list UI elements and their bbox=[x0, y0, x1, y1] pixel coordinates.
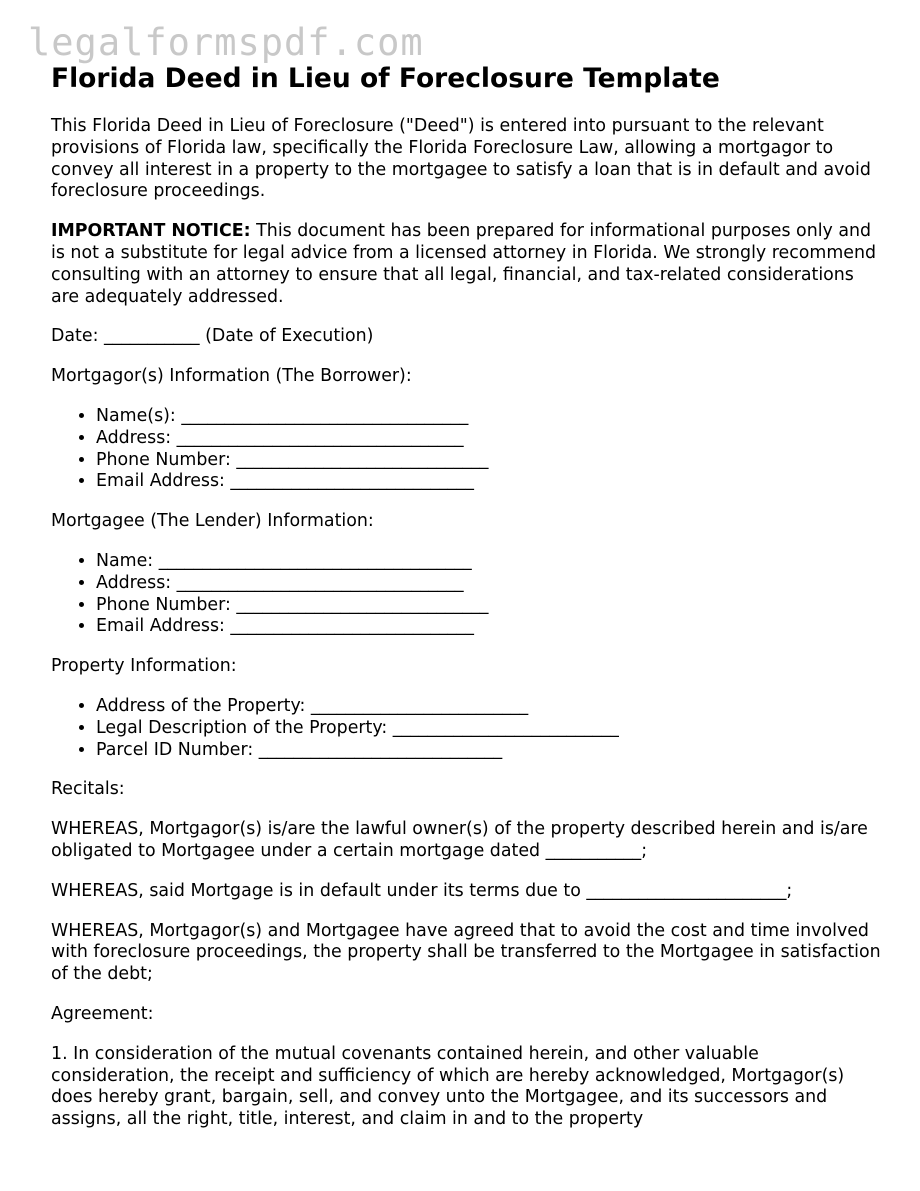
notice-label: IMPORTANT NOTICE: bbox=[51, 221, 251, 242]
property-address-field: • Address of the Property: _________________________ bbox=[96, 696, 881, 718]
mortgagor-heading: Mortgagor(s) Information (The Borrower): bbox=[51, 366, 412, 387]
recital-paragraph: WHEREAS, said Mortgage is in default under its terms due to _______________________; bbox=[51, 880, 793, 901]
mortgagee-list bbox=[51, 551, 881, 638]
document-title: Florida Deed in Lieu of Foreclosure Template bbox=[51, 63, 720, 94]
important-notice bbox=[51, 221, 881, 308]
mortgagor-list bbox=[51, 406, 881, 493]
mortgagee-name-field: • Name: ____________________________________ bbox=[96, 551, 881, 573]
mortgagee-address-field: • Address: _________________________________ bbox=[96, 573, 881, 595]
intro-paragraph: This Florida Deed in Lieu of Foreclosure ("Deed") is entered into pursuant to the relevant provisions of Florida law, specifically the Florida Foreclosure Law, allowing a mortgagor to convey all interest in a property to the mortgagee to satisfy a loan that is in default and avoid foreclosure proceedings. bbox=[51, 116, 871, 202]
mortgagee-email-field: • Email Address: ____________________________ bbox=[96, 616, 881, 638]
recitals-heading: Recitals: bbox=[51, 779, 125, 800]
mortgagee-heading: Mortgagee (The Lender) Information: bbox=[51, 511, 374, 532]
document-body bbox=[51, 62, 881, 1149]
mortgagee-phone-field: • Phone Number: _____________________________ bbox=[96, 595, 881, 617]
date-line: Date: ___________ (Date of Execution) bbox=[51, 326, 374, 347]
recital-paragraph: WHEREAS, Mortgagor(s) is/are the lawful owner(s) of the property described herein and is/are obligated to Mortgagee under a certain mortgage dated ___________; bbox=[51, 819, 868, 861]
notice-text: This document has been prepared for informational purposes only and is not a substitute for legal advice from a licensed attorney in Florida. We strongly recommend consulting with an attorney to ensure that all legal, financial, and tax-related considerations are adequately addressed. bbox=[51, 221, 877, 307]
property-list bbox=[51, 696, 881, 761]
mortgagor-address-field: • Address: _________________________________ bbox=[96, 428, 881, 450]
agreement-heading: Agreement: bbox=[51, 1003, 154, 1024]
property-legal-description-field: • Legal Description of the Property: __________________________ bbox=[96, 718, 881, 740]
mortgagor-name-field: • Name(s): _________________________________ bbox=[96, 406, 881, 428]
mortgagor-email-field: • Email Address: ____________________________ bbox=[96, 471, 881, 493]
agreement-paragraph: 1. In consideration of the mutual covenants contained herein, and other valuable consideration, the receipt and sufficiency of which are hereby acknowledged, Mortgagor(s) does hereby grant, bargain, sell, and convey unto the Mortgagee, and its successors and assigns, all the right, title, interest, and claim in and to the property bbox=[51, 1043, 845, 1130]
property-parcel-id-field: • Parcel ID Number: ____________________________ bbox=[96, 740, 881, 762]
mortgagor-phone-field: • Phone Number: _____________________________ bbox=[96, 450, 881, 472]
watermark: legalformspdf.com bbox=[28, 21, 424, 64]
recital-paragraph: WHEREAS, Mortgagor(s) and Mortgagee have agreed that to avoid the cost and time involved with foreclosure proceedings, the property shall be transferred to the Mortgagee in satisfaction of the debt; bbox=[51, 920, 881, 985]
property-heading: Property Information: bbox=[51, 656, 237, 677]
